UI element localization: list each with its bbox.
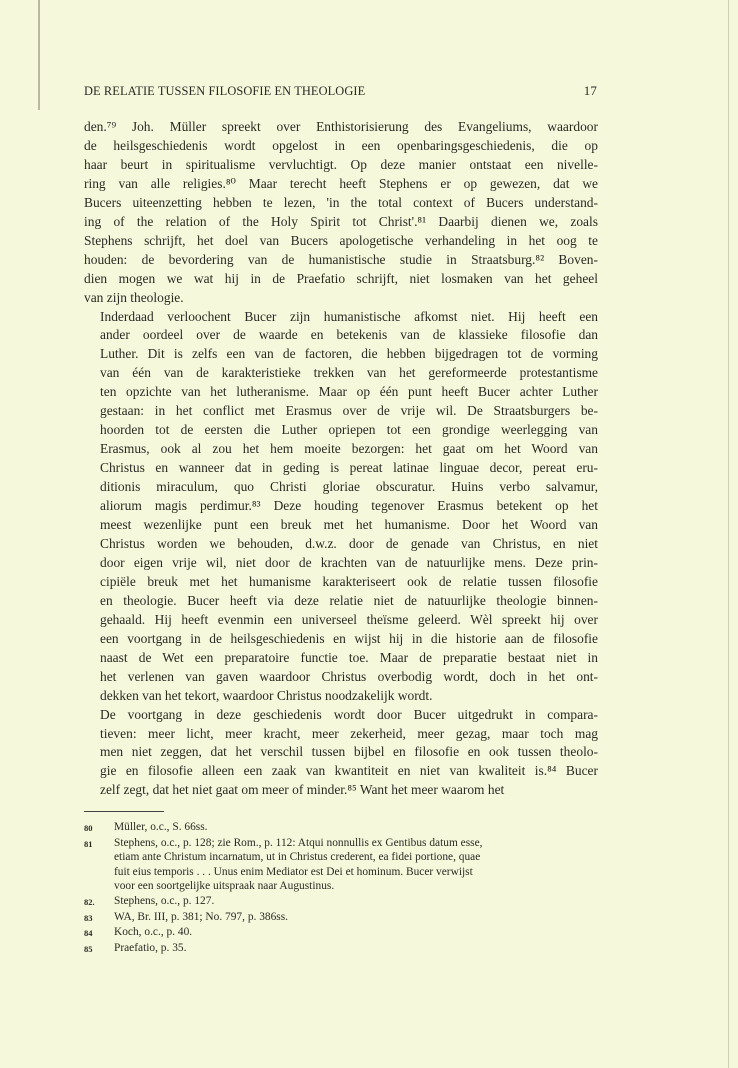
footnote-text [114, 820, 598, 836]
footnote-line: Stephens, o.c., p. 128; zie Rom., p. 112: Atqui nonnullis ex Gentibus datum esse, [114, 836, 483, 849]
text-line: dekken van het tekort, waardoor Christus noodzakelijk wordt. [100, 687, 433, 703]
footnote [84, 941, 598, 957]
page-edge-left [38, 0, 40, 110]
footnotes [84, 820, 598, 956]
footnote-rule [84, 811, 164, 812]
footnote-line: etiam ante Christum incarnatum, ut in Christus crederent, ea fidei portione, quae [114, 851, 481, 864]
text-line: men niet zeggen, dat het verschil tussen bijbel en filosofie en ook tussen theolo- [100, 744, 598, 760]
text-line: van één van de karakteristieke trekken van het gereformeerde protestantisme [100, 365, 598, 381]
text-line: gie en filosofie alleen een zaak van kwantiteit en niet van kwaliteit is.⁸⁴ Bucer [100, 763, 598, 779]
text-line: Christus en wanneer dat in geding is pereat latinae linguae decor, pereat eru- [100, 460, 598, 476]
text-line: door eigen vrije wil, niet door de krachten van de natuurlijke mens. Deze prin- [100, 554, 598, 570]
text-line: ing of the relation of the Holy Spirit tot Christ'.⁸¹ Daarbij dienen we, zoals [84, 213, 598, 229]
text-line: Erasmus, ook al zou het hem moeite bezorgen: het gaat om het Woord van [100, 441, 598, 457]
page-number: 17 [583, 83, 597, 98]
text-line: Stephens schrijft, het doel van Bucers apologetische verhandeling in het oog te [84, 232, 598, 248]
text-line: houden: de bevordering van de humanistische studie in Straatsburg.⁸² Boven- [84, 251, 598, 267]
text-line: Bucers uiteenzetting hebben te lezen, 'in the total context of Bucers understand- [84, 194, 598, 210]
text-line: van zijn theologie. [84, 289, 184, 305]
text-line: den.⁷⁹ Joh. Müller spreekt over Enthistorisierung des Evangeliums, waardoor [84, 119, 598, 134]
footnote-number: 81 [84, 838, 93, 849]
footnote-text [114, 836, 598, 894]
footnote [84, 894, 598, 910]
footnote-number: 80 [84, 823, 93, 833]
footnote [84, 925, 598, 941]
footnote [84, 820, 598, 836]
text-line: aliorum magis perdimur.⁸³ Deze houding tegenover Erasmus betekent op het [100, 498, 598, 514]
footnote-line: Müller, o.c., S. 66ss. [114, 821, 208, 833]
page-edge-right [728, 0, 729, 1068]
footnote-line: WA, Br. III, p. 381; No. 797, p. 386ss. [114, 910, 289, 923]
text-line: haar beurt in spiritualisme vervluchtigt. Op deze manier ontstaat een nivelle- [84, 156, 598, 172]
text-line: meest wezenlijke punt een breuk met het humanisme. Door het Woord van [100, 517, 598, 533]
text-line: gestaan: in het conflict met Erasmus over de vrije wil. De Straatsburgers be- [100, 403, 598, 419]
text-line: Inderdaad verloochent Bucer zijn humanistische afkomst niet. Hij heeft een [100, 308, 598, 324]
text-line: de heilsgeschiedenis wordt opgelost in een openbaringsgeschiedenis, die op [84, 137, 598, 153]
text-line: De voortgang in deze geschiedenis wordt door Bucer uitgedrukt in compara- [100, 706, 598, 722]
body-text [84, 118, 598, 800]
footnote-number: 82. [84, 896, 95, 907]
footnote-number: 85 [84, 943, 93, 954]
footnote-line: Koch, o.c., p. 40. [114, 926, 193, 939]
text-line: tieven: meer licht, meer kracht, meer zekerheid, meer gezag, maar toch mag [100, 725, 598, 741]
text-line: ditionis miraculum, quo Christi gloriae obscuratur. Huins verbo salvamur, [100, 479, 598, 495]
text-line: dien mogen we wat hij in de Praefatio schrijft, niet losmaken van het geheel [84, 270, 598, 286]
footnote-line: voor een soortgelijke uitspraak naar Augustinus. [114, 880, 335, 893]
text-line: Luther. Dit is zelfs een van de factoren, die hebben bijgedragen tot de vorming [100, 346, 598, 362]
footnote [84, 836, 598, 894]
running-header [84, 83, 597, 99]
paragraph-1 [84, 118, 598, 308]
text-line: ten opzichte van het lutheranisme. Maar op één punt heeft Bucer achter Luther [100, 384, 598, 400]
text-line: naast de Wet een preparatoire functie toe. Maar de preparatie bestaat niet in [100, 649, 598, 665]
footnote-text [114, 941, 598, 957]
text-line: en theologie. Bucer heeft via deze relatie niet de natuurlijke theologie binnen- [100, 592, 598, 608]
footnote-number: 83 [84, 912, 93, 923]
paragraph-2 [84, 308, 598, 706]
paragraph-3 [84, 706, 598, 801]
footnote [84, 910, 598, 926]
text-line: ring van alle religies.⁸⁰ Maar terecht heeft Stephens er op gewezen, dat we [84, 175, 598, 191]
footnote-text [114, 894, 598, 910]
text-line: gehaald. Hij heeft evenmin een universeel theïsme geleerd. Wèl spreekt hij over [100, 611, 598, 627]
text-line: Christus worden we behouden, d.w.z. door de genade van Christus, en niet [100, 535, 598, 551]
footnote-text [114, 910, 598, 926]
footnote-line: fuit eius temporis . . . Unus enim Mediator est Dei et hominum. Bucer verwijst [114, 865, 473, 878]
running-title: DE RELATIE TUSSEN FILOSOFIE EN THEOLOGIE [84, 84, 366, 98]
footnote-number: 84 [84, 928, 93, 939]
text-line: ander oordeel over de waarde en betekenis van de klassieke filosofie dan [100, 327, 598, 343]
footnote-text [114, 925, 598, 941]
footnote-line: Praefatio, p. 35. [114, 941, 187, 954]
text-line: cipiële breuk met het humanisme karakteriseert ook de relatie tussen filosofie [100, 573, 598, 589]
text-line: een voortgang in de heilsgeschiedenis en wijst hij in die historie aan de filosofie [100, 630, 598, 646]
text-line: hoorden tot de eersten die Luther opriepen tot een grondige weerlegging van [100, 422, 598, 438]
text-line: het verlenen van gaven waardoor Christus overbodig wordt, doch in het ont- [100, 668, 598, 684]
text-line: zelf zegt, dat het niet gaat om meer of minder.⁸⁵ Want het meer waarom het [100, 782, 505, 798]
footnote-line: Stephens, o.c., p. 127. [114, 894, 215, 907]
